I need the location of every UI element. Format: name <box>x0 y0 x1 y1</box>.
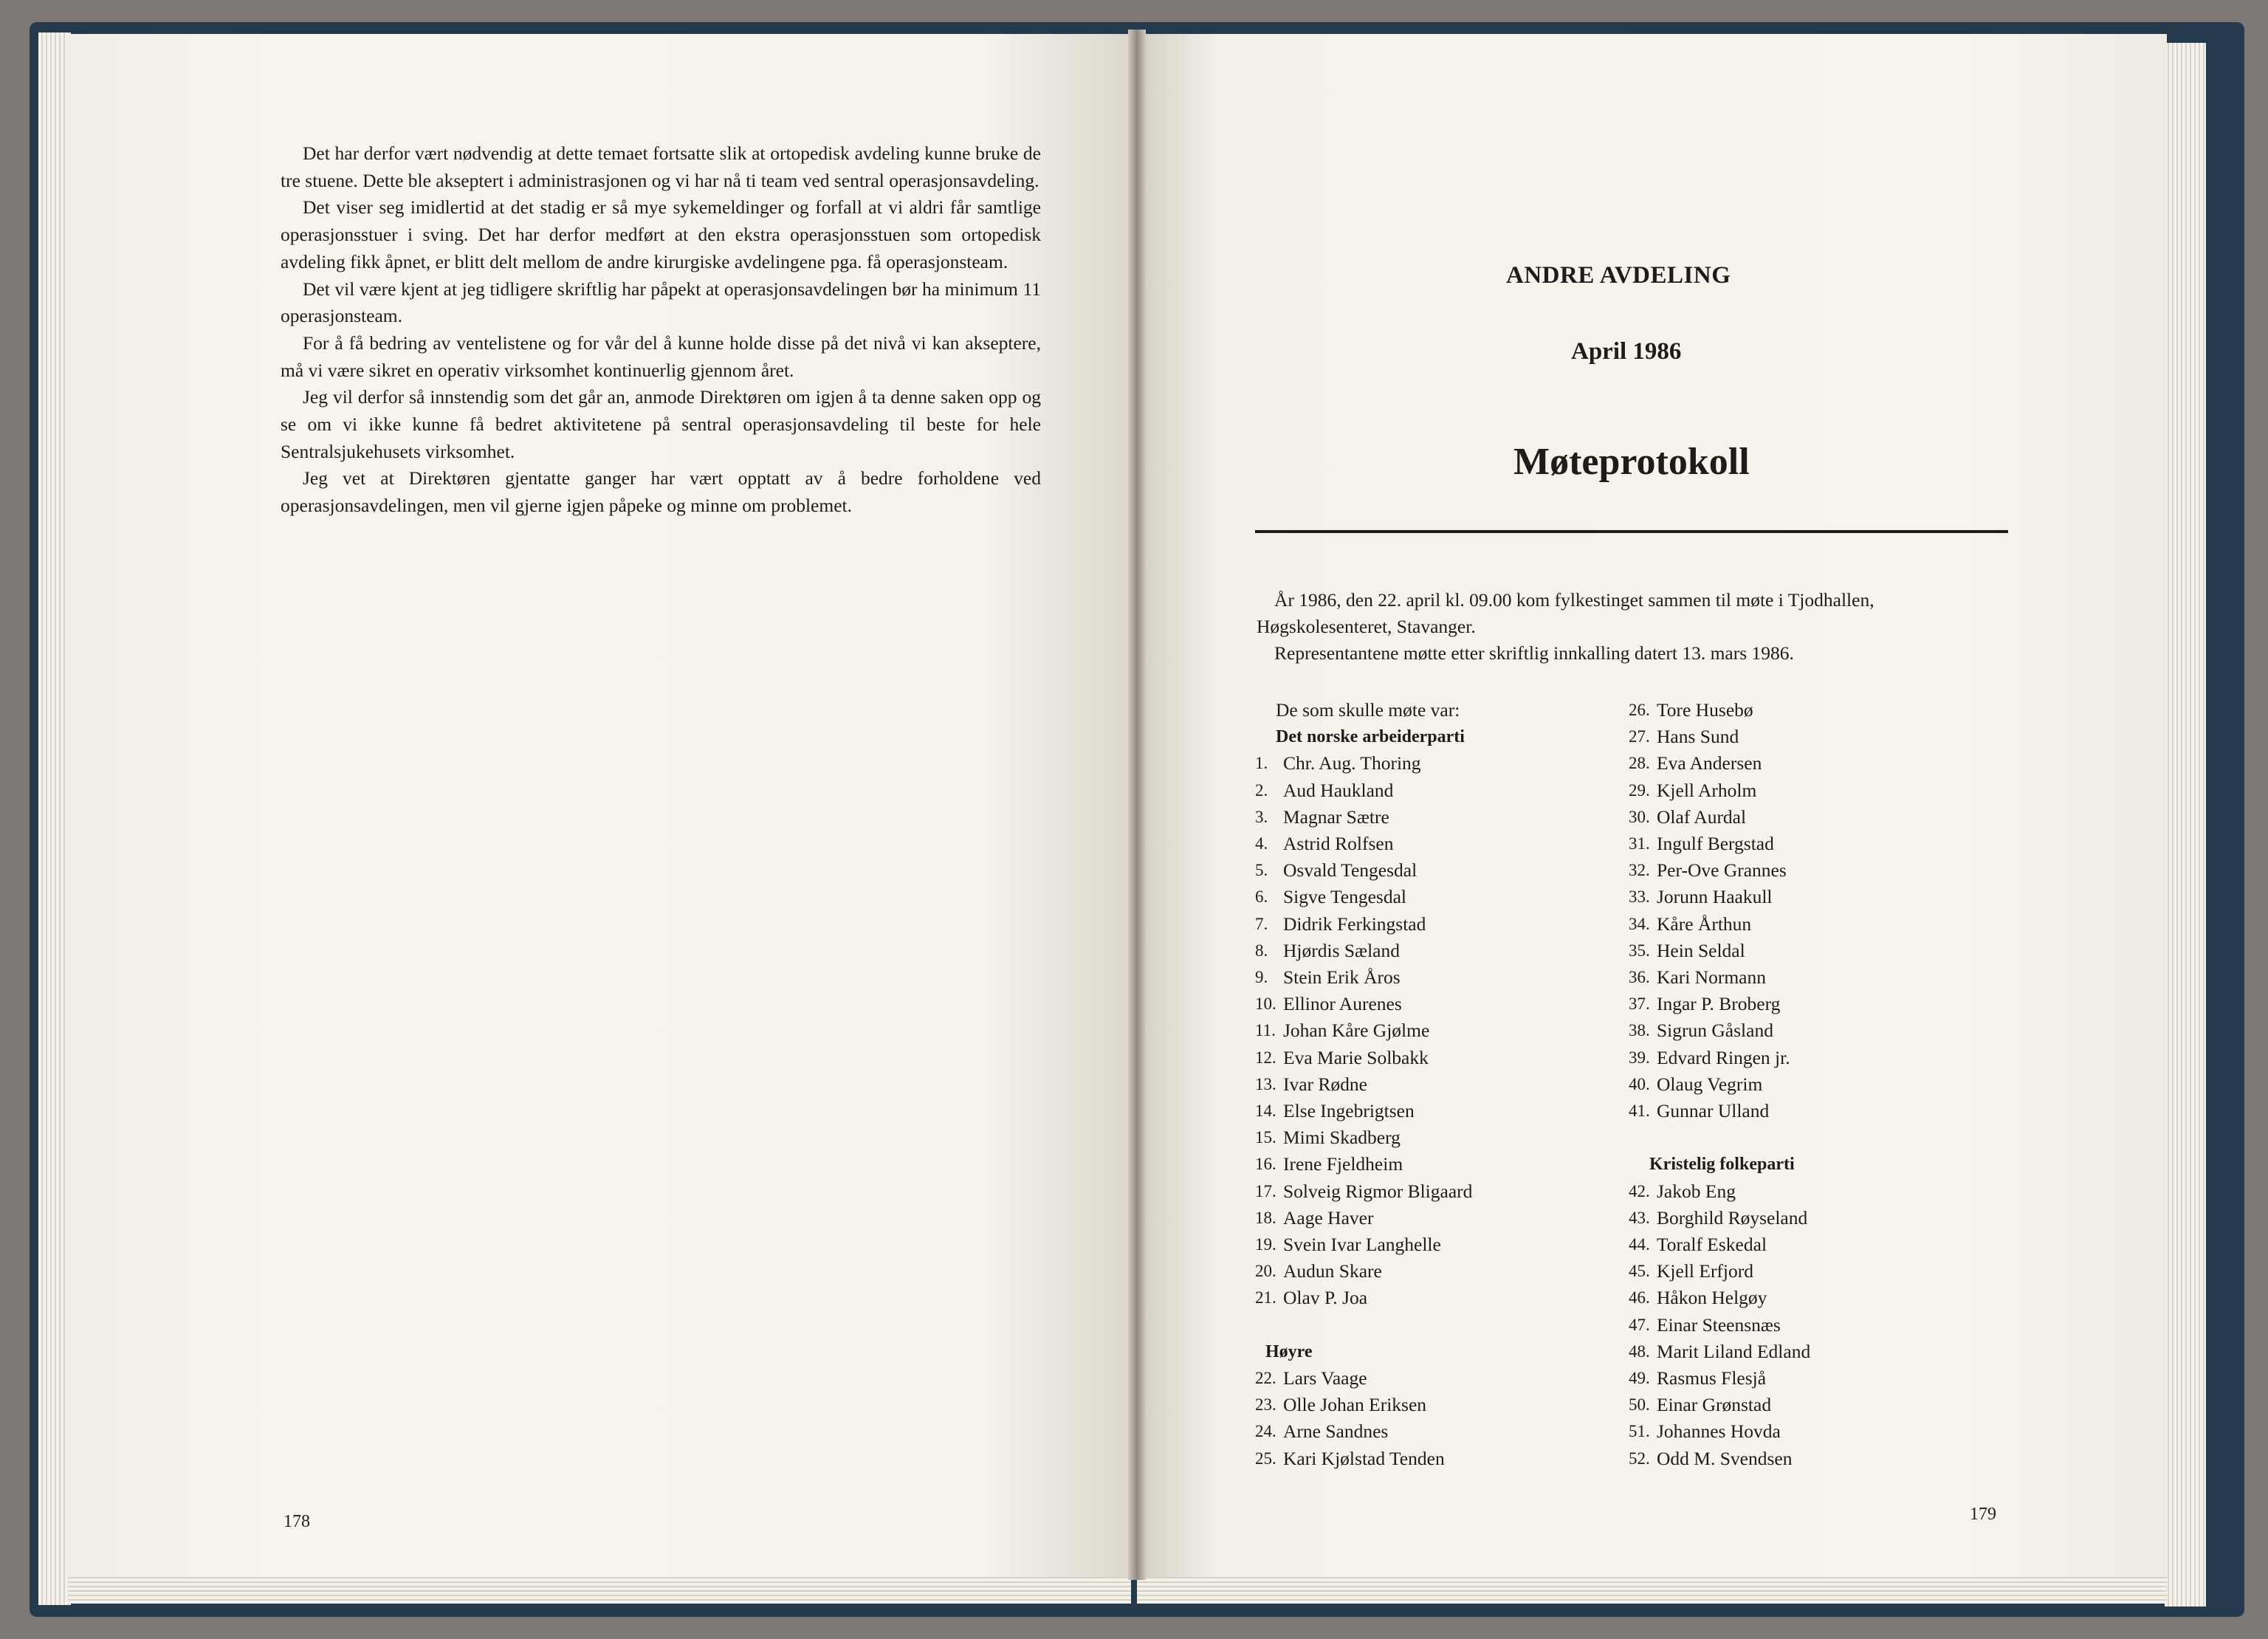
member-number: 1. <box>1255 754 1268 773</box>
member-name: Else Ingebrigtsen <box>1283 1100 1415 1122</box>
member-row <box>1255 991 1565 1017</box>
member-number: 4. <box>1255 834 1268 853</box>
member-number: 3. <box>1255 807 1268 826</box>
member-name: Hjørdis Sæland <box>1283 939 1400 961</box>
list-intro: De som skulle møte var: <box>1276 699 1460 721</box>
member-number: 8. <box>1255 941 1268 960</box>
member-name: Svein Ivar Langhelle <box>1283 1234 1441 1256</box>
member-number: 12. <box>1255 1048 1276 1067</box>
page-edges-right <box>2165 43 2206 1607</box>
member-name: Eva Marie Solbakk <box>1283 1046 1429 1068</box>
paragraph: Det viser seg imidlertid at det stadig er så mye sykemeldinger og forfall at vi aldri får samtlige operasjonsstuer i sving. Det har derfor medført at den ekstra operasjonsstuen som ortopedisk avdeling fikk åpnet, er blitt delt mellom de andre kirurgiske avdelingene pga. få operasjonsteam. <box>281 196 1041 272</box>
member-name: Kjell Arholm <box>1657 779 1757 801</box>
member-row <box>1255 1258 1565 1285</box>
paragraph: Jeg vil derfor så innstendig som det går an, anmode Direktøren om igjen å ta denne saken opp og se om vi ikke kunne få bedret aktivitetene på sentral operasjonsavdeling til beste for hele Sentralsjukehusets virksomhet. <box>281 386 1041 462</box>
member-number: 44. <box>1629 1235 1650 1254</box>
member-name: Jakob Eng <box>1657 1180 1736 1202</box>
member-name: Toralf Eskedal <box>1657 1234 1767 1256</box>
section-heading: ANDRE AVDELING <box>1506 262 1731 289</box>
member-number: 37. <box>1629 994 1650 1014</box>
member-row <box>1629 777 1953 804</box>
member-row <box>1255 1205 1565 1231</box>
member-row <box>1629 964 1953 991</box>
member-name: Lars Vaage <box>1283 1367 1367 1389</box>
member-row <box>1629 697 1953 724</box>
member-name: Eva Andersen <box>1657 752 1762 774</box>
member-row <box>1629 991 1953 1017</box>
member-number: 40. <box>1629 1074 1650 1093</box>
member-name: Stein Erik Åros <box>1283 966 1401 989</box>
member-name: Marit Liland Edland <box>1657 1340 1811 1362</box>
member-row <box>1629 857 1953 884</box>
member-number: 2. <box>1255 780 1268 800</box>
member-row <box>1255 1392 1565 1418</box>
member-row <box>1255 884 1565 910</box>
member-number: 50. <box>1629 1395 1650 1415</box>
member-number: 6. <box>1255 887 1268 907</box>
member-name: Olav P. Joa <box>1283 1287 1368 1309</box>
member-name: Mimi Skadberg <box>1283 1127 1401 1149</box>
member-name: Håkon Helgøy <box>1657 1287 1767 1309</box>
member-number: 9. <box>1255 968 1268 987</box>
member-number: 21. <box>1255 1288 1276 1308</box>
member-row <box>1629 1418 1953 1445</box>
member-name: Arne Sandnes <box>1283 1420 1389 1443</box>
member-row <box>1629 831 1953 857</box>
member-number: 16. <box>1255 1155 1276 1174</box>
paragraph: Det har derfor vært nødvendig at dette temaet fortsatte slik at ortopedisk avdeling kunne bruke de tre stuene. Dette ble akseptert i administrasjonen og vi har nå ti team ved sentral operasjonsavdeling. <box>281 142 1041 191</box>
party-heading: Det norske arbeiderparti <box>1276 727 1465 747</box>
member-name: Olle Johan Eriksen <box>1283 1394 1427 1416</box>
paragraph: Det vil være kjent at jeg tidligere skriftlig har påpekt at operasjonsavdelingen bør ha minimum 11 operasjonsteam. <box>281 278 1041 327</box>
member-name: Per-Ove Grannes <box>1657 859 1787 882</box>
member-name: Johannes Hovda <box>1657 1420 1781 1443</box>
party-heading: Høyre <box>1265 1341 1313 1361</box>
member-number: 22. <box>1255 1369 1276 1388</box>
member-row <box>1629 1098 1953 1124</box>
page-number-left: 178 <box>284 1512 310 1531</box>
member-row <box>1255 1446 1565 1472</box>
member-row <box>1629 724 1953 750</box>
member-number: 39. <box>1629 1048 1650 1067</box>
member-number: 5. <box>1255 861 1268 880</box>
member-number: 17. <box>1255 1181 1276 1200</box>
member-row <box>1255 1071 1565 1098</box>
member-name: Olaf Aurdal <box>1657 805 1747 828</box>
date-heading: April 1986 <box>1571 338 1682 365</box>
member-row <box>1255 1045 1565 1071</box>
member-row <box>1629 1285 1953 1311</box>
member-row <box>1255 804 1565 831</box>
member-row <box>1255 1124 1565 1151</box>
member-row <box>1629 884 1953 910</box>
document-title: Møteprotokoll <box>1513 441 1750 483</box>
member-number: 42. <box>1629 1181 1650 1200</box>
member-name: Odd M. Svendsen <box>1657 1447 1793 1469</box>
title-rule <box>1255 530 2008 533</box>
bleed-through-left <box>289 595 1131 1511</box>
paragraph: For å få bedring av ventelistene og for vår del å kunne holde disse på det nivå vi kan akseptere, må vi være sikret en operativ virksomhet kontinuerlig gjennom året. <box>281 331 1041 381</box>
member-row <box>1629 1312 1953 1339</box>
member-name: Hein Seldal <box>1657 939 1745 961</box>
member-number: 19. <box>1255 1235 1276 1254</box>
member-number: 38. <box>1629 1021 1650 1040</box>
member-name: Borghild Røyseland <box>1657 1206 1808 1229</box>
member-number: 25. <box>1255 1449 1276 1468</box>
member-row <box>1255 938 1565 964</box>
member-row <box>1255 777 1565 804</box>
member-list-right <box>1629 697 1953 1472</box>
member-number: 52. <box>1629 1449 1650 1468</box>
member-row <box>1629 938 1953 964</box>
member-row <box>1255 1151 1565 1178</box>
member-name: Kari Kjølstad Tenden <box>1283 1447 1445 1469</box>
member-name: Irene Fjeldheim <box>1283 1153 1403 1175</box>
intro-paragraph: År 1986, den 22. april kl. 09.00 kom fylkestinget sammen til møte i Tjodhallen, Høgskolesenteret, Stavanger. <box>1257 589 1874 637</box>
member-number: 27. <box>1629 727 1650 746</box>
member-row <box>1629 1231 1953 1258</box>
member-row <box>1255 831 1565 857</box>
member-name: Astrid Rolfsen <box>1283 833 1394 855</box>
member-name: Sigrun Gåsland <box>1657 1020 1773 1042</box>
member-name: Gunnar Ulland <box>1657 1100 1770 1122</box>
member-row <box>1629 1339 1953 1365</box>
member-number: 43. <box>1629 1208 1650 1227</box>
member-name: Ingulf Bergstad <box>1657 833 1774 855</box>
member-row <box>1255 1098 1565 1124</box>
member-row <box>1629 750 1953 777</box>
member-name: Kari Normann <box>1657 966 1766 989</box>
member-row <box>1255 750 1565 777</box>
member-number: 49. <box>1629 1369 1650 1388</box>
member-number: 32. <box>1629 861 1650 880</box>
member-name: Aud Haukland <box>1283 779 1394 801</box>
member-name: Einar Steensnæs <box>1657 1313 1781 1336</box>
member-row <box>1629 1205 1953 1231</box>
member-number: 18. <box>1255 1208 1276 1227</box>
member-row <box>1629 804 1953 831</box>
member-row <box>1255 1365 1565 1392</box>
member-row <box>1629 1258 1953 1285</box>
member-row <box>1629 1045 1953 1071</box>
member-number: 11. <box>1255 1021 1276 1040</box>
member-number: 24. <box>1255 1422 1276 1441</box>
member-number: 34. <box>1629 914 1650 933</box>
member-row <box>1629 1365 1953 1392</box>
member-name: Olaug Vegrim <box>1657 1073 1763 1095</box>
member-row <box>1629 911 1953 938</box>
member-row <box>1255 1231 1565 1258</box>
member-number: 51. <box>1629 1422 1650 1441</box>
member-number: 26. <box>1629 701 1650 719</box>
member-name: Tore Husebø <box>1657 699 1753 721</box>
member-name: Kjell Erfjord <box>1657 1260 1753 1282</box>
member-row <box>1629 1017 1953 1044</box>
member-number: 35. <box>1629 941 1650 960</box>
member-row <box>1255 1285 1565 1311</box>
member-name: Magnar Sætre <box>1283 805 1389 828</box>
member-number: 29. <box>1629 780 1650 800</box>
member-name: Rasmus Flesjå <box>1657 1367 1767 1389</box>
intro-paragraph: Representantene møtte etter skriftlig innkalling datert 13. mars 1986. <box>1274 642 1794 664</box>
member-row <box>1629 1446 1953 1472</box>
page-edges-left <box>38 32 71 1605</box>
member-number: 33. <box>1629 887 1650 907</box>
member-name: Audun Skare <box>1283 1260 1382 1282</box>
member-name: Edvard Ringen jr. <box>1657 1046 1790 1068</box>
member-name: Aage Haver <box>1283 1206 1374 1229</box>
page-number-right: 179 <box>1970 1505 1996 1524</box>
member-name: Einar Grønstad <box>1657 1394 1772 1416</box>
member-name: Johan Kåre Gjølme <box>1283 1020 1430 1042</box>
party-heading: Kristelig folkeparti <box>1649 1155 1795 1175</box>
member-number: 20. <box>1255 1262 1276 1281</box>
member-number: 14. <box>1255 1102 1276 1121</box>
paragraph: Jeg vet at Direktøren gjentatte ganger har vært opptatt av å bedre forholdene ved operasjonsavdelingen, men vil gjerne igjen påpeke og minne om problemet. <box>281 467 1041 517</box>
member-number: 23. <box>1255 1395 1276 1415</box>
member-name: Sigve Tengesdal <box>1283 886 1407 908</box>
member-row <box>1629 1178 1953 1205</box>
member-name: Ingar P. Broberg <box>1657 993 1781 1015</box>
member-row <box>1255 1017 1565 1044</box>
member-name: Didrik Ferkingstad <box>1283 913 1426 935</box>
member-name: Hans Sund <box>1657 726 1739 748</box>
member-row <box>1255 1418 1565 1445</box>
member-row <box>1255 857 1565 884</box>
member-name: Ellinor Aurenes <box>1283 993 1402 1015</box>
member-name: Ivar Rødne <box>1283 1073 1368 1095</box>
member-number: 41. <box>1629 1102 1650 1121</box>
member-list-left <box>1255 697 1565 1472</box>
member-row <box>1629 1392 1953 1418</box>
member-number: 15. <box>1255 1128 1276 1147</box>
member-number: 7. <box>1255 914 1268 933</box>
member-name: Kåre Årthun <box>1657 913 1752 935</box>
member-name: Jorunn Haakull <box>1657 886 1773 908</box>
member-number: 10. <box>1255 994 1276 1014</box>
left-page-body <box>281 140 1041 520</box>
member-row <box>1255 911 1565 938</box>
member-number: 36. <box>1629 968 1650 987</box>
member-row <box>1255 1178 1565 1205</box>
member-number: 47. <box>1629 1315 1650 1334</box>
member-number: 30. <box>1629 807 1650 826</box>
member-name: Osvald Tengesdal <box>1283 859 1418 882</box>
book-gutter <box>1128 30 1146 1580</box>
member-number: 13. <box>1255 1074 1276 1093</box>
intro-text <box>1257 587 2006 667</box>
member-row <box>1255 964 1565 991</box>
member-number: 45. <box>1629 1262 1650 1281</box>
member-name: Solveig Rigmor Bligaard <box>1283 1180 1473 1202</box>
member-row <box>1629 1071 1953 1098</box>
member-number: 46. <box>1629 1288 1650 1308</box>
member-name: Chr. Aug. Thoring <box>1283 752 1421 774</box>
member-number: 31. <box>1629 834 1650 853</box>
member-number: 28. <box>1629 754 1650 773</box>
member-number: 48. <box>1629 1341 1650 1361</box>
